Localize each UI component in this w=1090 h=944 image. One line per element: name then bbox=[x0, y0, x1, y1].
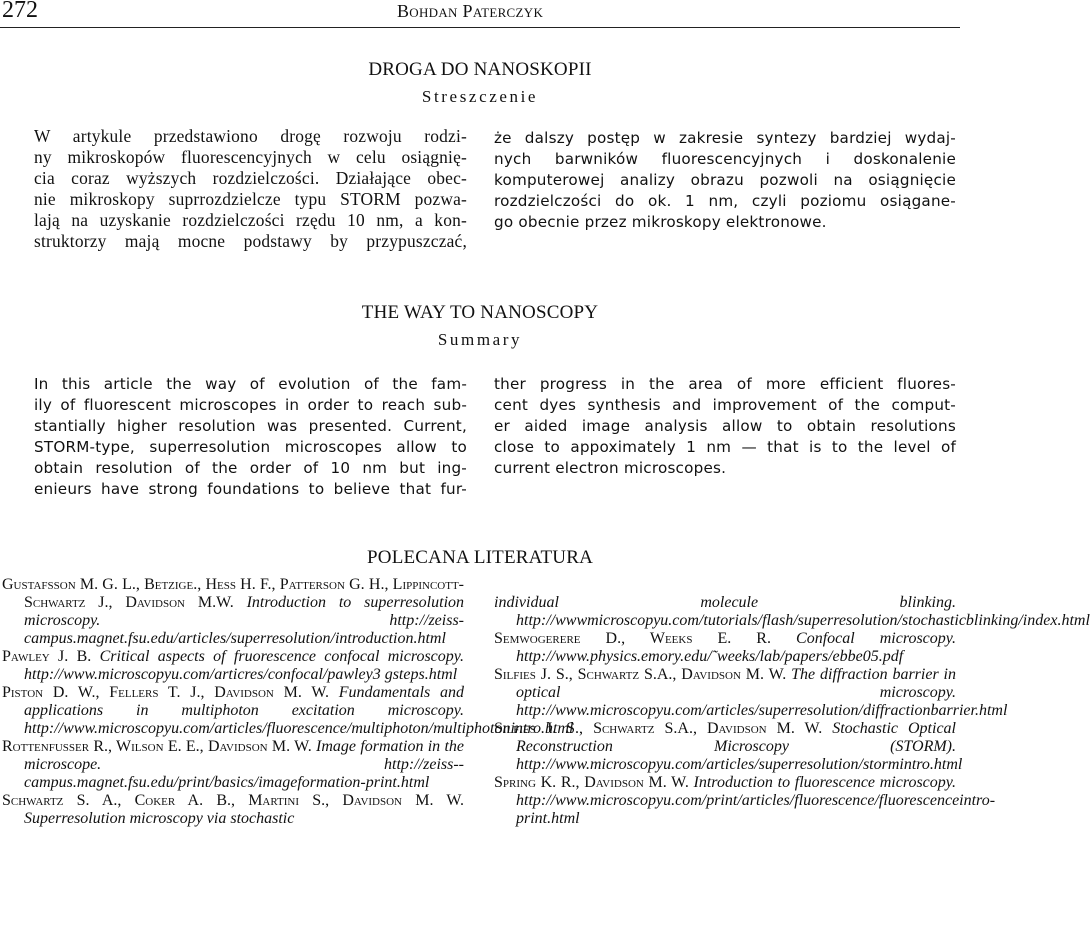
reference-title: Stochastic Optical Reconstruction Microscopy (STORM). http://www.microscopyu.com/articles/superresolution/stormintro.html bbox=[516, 720, 963, 773]
streszczenie-title: DROGA DO NANOSKOPII bbox=[368, 59, 592, 80]
text-line: ily of fluorescent microscopes in order to reach sub- bbox=[34, 396, 467, 414]
summary-right-column bbox=[494, 374, 956, 479]
reference-title: Fundamentals and applications in multiphoton excitation microscopy. http://www.microscopyu.com/articles/fluorescence/multiphoton/multiphotonintro.html bbox=[24, 684, 574, 737]
reference-authors: Semwogerere D., Weeks E. R. bbox=[494, 630, 771, 647]
text-line: ny mikroskopów fluorescencyjnych w celu osiągnię- bbox=[34, 147, 467, 167]
text-line: current electron microscopes. bbox=[494, 459, 727, 477]
text-line: nie mikroskopy suprrozdzielcze typu STORM pozwa- bbox=[34, 189, 467, 209]
text-line: stantially higher resolution was presented. Current, bbox=[34, 417, 467, 435]
summary-subtitle: Summary bbox=[437, 330, 523, 349]
reference-item bbox=[2, 648, 464, 684]
page-number: 272 bbox=[2, 0, 38, 23]
text-line: enieurs have strong foundations to believe that fur- bbox=[34, 480, 467, 498]
reference-authors: Silfies J. S., Schwartz S.A., Davidson M. W. bbox=[494, 720, 823, 737]
reference-authors: Gustafsson M. G. L., Betzige., Hess H. F., Patterson G. H., Lippincott-Schwartz J., Davidson M.W. bbox=[2, 576, 464, 611]
reference-item bbox=[494, 666, 1008, 720]
text-line: go obecnie przez mikroskopy elektronowe. bbox=[494, 213, 827, 231]
text-line: komputerowej analizy obrazu pozwoli na osiągnięcie bbox=[494, 171, 956, 189]
text-line: er aided image analysis allow to obtain resolutions bbox=[494, 417, 956, 435]
running-head: Bohdan Paterczyk bbox=[397, 1, 544, 21]
text-line: lają na uzyskanie rozdzielczości rzędu 10 nm, a kon- bbox=[34, 210, 467, 230]
reference-title: Critical aspects of fruorescence confocal microscopy. http://www.microscopyu.com/articres/confocal/pawley3 gsteps.html bbox=[24, 648, 464, 683]
text-line: że dalszy postęp w zakresie syntezy bardziej wydaj- bbox=[494, 129, 956, 147]
literature-right-column bbox=[494, 594, 1090, 828]
header-rule bbox=[0, 27, 960, 28]
reference-authors: Spring K. R., Davidson M. W. bbox=[494, 774, 689, 791]
reference-item bbox=[494, 720, 963, 774]
reference-authors: Piston D. W., Fellers T. J., Davidson M. W. bbox=[2, 684, 329, 701]
reference-authors: Schwartz S. A., Coker A. B., Martini S., Davidson M. W. bbox=[2, 792, 464, 809]
text-line: rozdzielczości do ok. 1 nm, czyli poziomu osiągane- bbox=[494, 192, 956, 210]
text-line: close to appoximately 1 nm — that is to the level of bbox=[494, 438, 956, 456]
text-line: struktorzy mają mocne podstawy by przypuszczać, bbox=[34, 231, 467, 251]
summary-left-column bbox=[34, 374, 467, 500]
text-line: In this article the way of evolution of the fam- bbox=[34, 375, 467, 393]
reference-title: Image formation in the microscope. http://zeiss--campus.magnet.fsu.edu/print/basics/imageformation-print.html bbox=[24, 738, 465, 791]
streszczenie-right-column bbox=[494, 128, 956, 233]
text-line: nych barwników fluorescencyjnych i doskonalenie bbox=[494, 150, 956, 168]
text-line: cia coraz wyższych rozdzielczości. Działające obec- bbox=[34, 168, 467, 188]
reference-item bbox=[2, 576, 464, 648]
text-line: STORM-type, superresolution microscopes allow to bbox=[34, 438, 467, 456]
reference-title: individual molecule blinking. http://wwwmicroscopyu.com/tutorials/flash/superresolution/stochasticblinking/index.html bbox=[494, 594, 1090, 629]
reference-item bbox=[494, 630, 956, 666]
literature-title: POLECANA LITERATURA bbox=[367, 547, 593, 568]
reference-title: Introduction to superresolution microscopy. http://zeiss-campus.magnet.fsu.edu/articles/superresolution/introduction.html bbox=[24, 594, 465, 647]
streszczenie-left-column bbox=[34, 126, 467, 252]
reference-authors: Silfies J. S., Schwartz S.A., Davidson M. W. bbox=[494, 666, 787, 683]
text-line: ther progress in the area of more efficient fluores- bbox=[494, 375, 956, 393]
streszczenie-subtitle: Streszczenie bbox=[421, 87, 539, 106]
literature-left-column bbox=[2, 576, 574, 828]
reference-title: Superresolution microscopy via stochastic bbox=[24, 810, 295, 827]
reference-item bbox=[2, 738, 464, 792]
reference-item bbox=[494, 774, 996, 828]
text-line: cent dyes synthesis and improvement of the comput- bbox=[494, 396, 956, 414]
reference-title: Introduction to fluorescence microscopy. http://www.microscopyu.com/print/articles/fluorescence/fluorescenceintro-print.html bbox=[516, 774, 996, 827]
text-line: W artykule przedstawiono drogę rozwoju rodzi- bbox=[34, 126, 467, 146]
reference-title: Confocal microscopy. http://www.physics.emory.edu/˜weeks/lab/papers/ebbe05.pdf bbox=[516, 630, 956, 665]
reference-title: The diffraction barrier in optical microscopy. http://www.microscopyu.com/articles/superresolution/diffractionbarrier.html bbox=[516, 666, 1008, 719]
summary-title: THE WAY TO NANOSCOPY bbox=[361, 302, 599, 323]
reference-item bbox=[494, 594, 1090, 630]
reference-authors: Rottenfusser R., Wilson E. E., Davidson M. W. bbox=[2, 738, 312, 755]
text-line: obtain resolution of the order of 10 nm but ing- bbox=[34, 459, 467, 477]
reference-authors: Pawley J. B. bbox=[2, 648, 92, 665]
reference-item bbox=[2, 684, 574, 738]
reference-item bbox=[2, 792, 464, 828]
